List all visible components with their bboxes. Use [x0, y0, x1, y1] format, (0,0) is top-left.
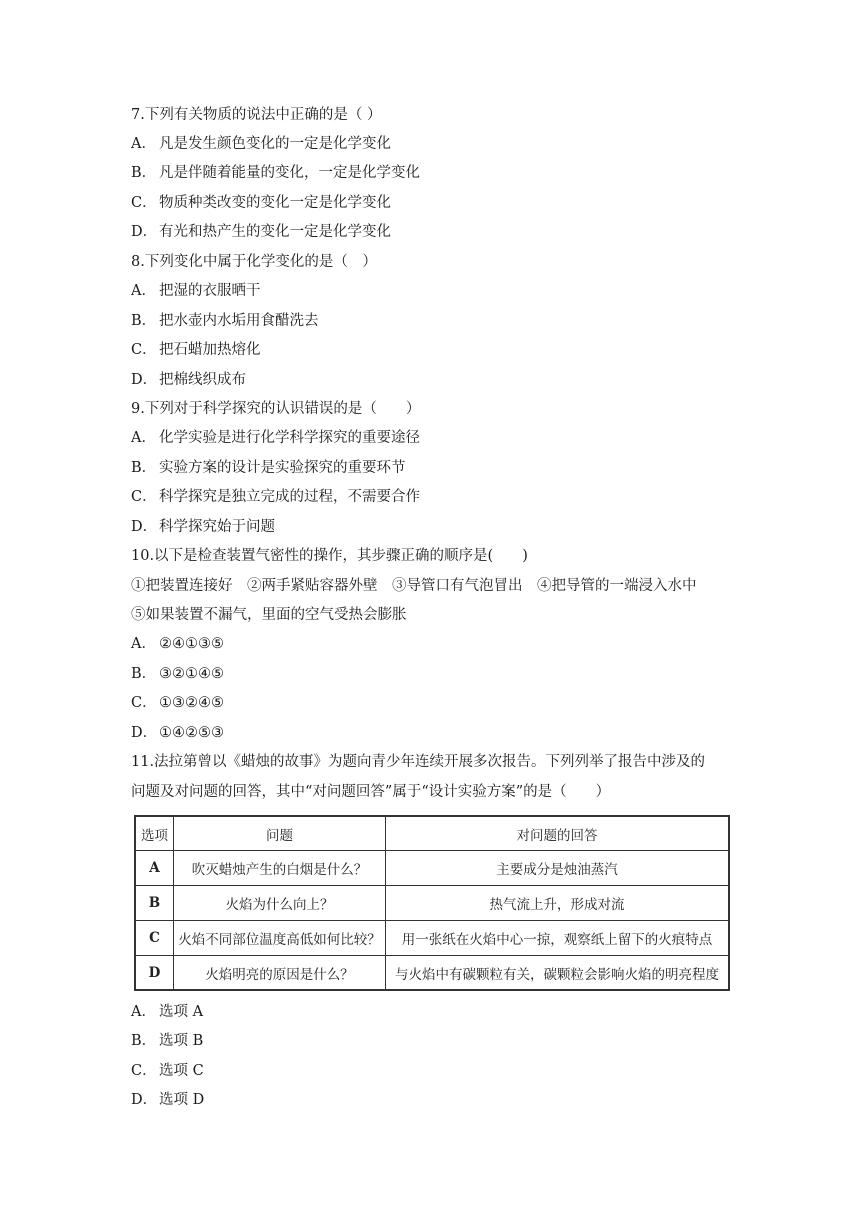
option-letter: C．	[131, 489, 157, 505]
table-cell: 吹灭蜡烛产生的白烟是什么？	[174, 851, 386, 885]
table-row	[136, 851, 728, 886]
question-7-option-c	[131, 193, 391, 213]
table-cell: D	[136, 956, 174, 989]
option-text: ③②①④⑤	[159, 666, 224, 682]
option-letter: B．	[131, 666, 157, 682]
option-text: 把石蜡加热熔化	[159, 342, 261, 358]
option-text: 选项 D	[159, 1092, 205, 1108]
table-row	[136, 886, 728, 921]
table-cell: B	[136, 886, 174, 920]
question-7-option-a	[131, 134, 391, 154]
table-cell: A	[136, 851, 174, 885]
question-11-stem-line-1: 11.法拉第曾以《蜡烛的故事》为题向青少年连续开展多次报告。下列列举了报告中涉及的	[131, 754, 706, 770]
question-8-option-b	[131, 311, 319, 331]
option-letter: C．	[131, 342, 157, 358]
question-10-option-d	[131, 723, 224, 743]
table-cell: 用一张纸在火焰中心一掠，观察纸上留下的火痕特点	[401, 932, 713, 948]
option-letter: A．	[131, 636, 156, 652]
option-text: 化学实验是进行化学科学探究的重要途径	[159, 430, 420, 446]
option-letter: C．	[131, 195, 157, 211]
option-letter: A．	[131, 1004, 156, 1020]
table-header-cell: 选项	[136, 817, 174, 850]
question-8-option-a	[131, 281, 261, 301]
option-letter: D．	[131, 519, 158, 535]
option-text: 凡是伴随着能量的变化，一定是化学变化	[159, 165, 420, 181]
question-9-option-d	[131, 517, 275, 537]
option-letter: C．	[131, 1063, 157, 1079]
option-text: 科学探究是独立完成的过程，不需要合作	[159, 489, 420, 505]
question-10-option-b	[131, 664, 224, 684]
question-10-option-a	[131, 634, 224, 654]
option-letter: A．	[131, 136, 156, 152]
table-cell: 热气流上升，形成对流	[489, 897, 625, 913]
option-text: ①③②④⑤	[159, 695, 224, 711]
option-letter: B．	[131, 1033, 157, 1049]
option-text: 把湿的衣服晒干	[159, 283, 261, 299]
question-7-option-d	[131, 222, 391, 242]
table-cell: 火焰不同部位温度高低如何比较？	[174, 921, 386, 955]
table-cell: C	[136, 921, 174, 955]
question-8-stem: 8.下列变化中属于化学变化的是（ ）	[131, 254, 377, 270]
question-11-option-d	[131, 1090, 204, 1110]
option-letter: D．	[131, 1092, 158, 1108]
question-11-option-a	[131, 1002, 203, 1022]
option-letter: C．	[131, 695, 157, 711]
option-letter: B．	[131, 460, 157, 476]
option-text: 选项 A	[159, 1004, 204, 1020]
table-cell: 火焰明亮的原因是什么？	[174, 956, 386, 989]
table-cell: 主要成分是烛油蒸汽	[496, 862, 618, 878]
option-text: 把棉线织成布	[159, 372, 246, 388]
option-text: ①④②⑤③	[159, 725, 224, 741]
question-7-stem: 7.下列有关物质的说法中正确的是（ ）	[131, 107, 382, 123]
option-letter: B．	[131, 313, 157, 329]
option-text: 选项 C	[159, 1063, 204, 1079]
question-10-stem: 10.以下是检查装置气密性的操作，其步骤正确的顺序是( )	[131, 548, 528, 564]
option-letter: B．	[131, 165, 157, 181]
table-cell: 火焰为什么向上？	[174, 886, 386, 920]
question-10-option-c	[131, 693, 224, 713]
table-cell: 与火焰中有碳颗粒有关，碳颗粒会影响火焰的明亮程度	[395, 966, 719, 983]
question-9-option-c	[131, 487, 420, 507]
table-row	[136, 956, 728, 989]
question-9-option-b	[131, 458, 406, 478]
option-text: 把水壶内水垢用食醋洗去	[159, 313, 319, 329]
option-letter: D．	[131, 224, 158, 240]
table-header-cell: 对问题的回答	[516, 827, 598, 844]
option-text: ②④①③⑤	[159, 636, 224, 652]
option-text: 有光和热产生的变化一定是化学变化	[159, 224, 391, 240]
question-9-option-a	[131, 428, 420, 448]
question-11-stem-line-2: 问题及对问题的回答，其中“对问题回答”属于“设计实验方案”的是（ ）	[131, 784, 611, 800]
question-8-option-d	[131, 370, 246, 390]
table-row	[136, 921, 728, 956]
question-7-option-b	[131, 163, 420, 183]
option-text: 凡是发生颜色变化的一定是化学变化	[159, 136, 391, 152]
option-text: 选项 B	[159, 1033, 204, 1049]
option-letter: D．	[131, 372, 158, 388]
option-text: 实验方案的设计是实验探究的重要环节	[159, 460, 406, 476]
question-8-option-c	[131, 340, 261, 360]
option-letter: D．	[131, 725, 158, 741]
table-header-cell: 问题	[174, 817, 386, 850]
option-letter: A．	[131, 283, 156, 299]
question-11-option-b	[131, 1031, 203, 1051]
question-10-steps-line-1: ①把装置连接好 ②两手紧贴容器外壁 ③导管口有气泡冒出 ④把导管的一端浸入水中	[131, 578, 697, 594]
question-11-table	[134, 815, 730, 991]
option-text: 科学探究始于问题	[159, 519, 275, 535]
question-9-stem: 9.下列对于科学探究的认识错误的是（ ）	[131, 401, 421, 417]
question-11-option-c	[131, 1061, 204, 1081]
table-header-row	[136, 817, 728, 851]
option-text: 物质种类改变的变化一定是化学变化	[159, 195, 391, 211]
question-10-steps-line-2: ⑤如果装置不漏气，里面的空气受热会膨胀	[131, 607, 407, 623]
option-letter: A．	[131, 430, 156, 446]
